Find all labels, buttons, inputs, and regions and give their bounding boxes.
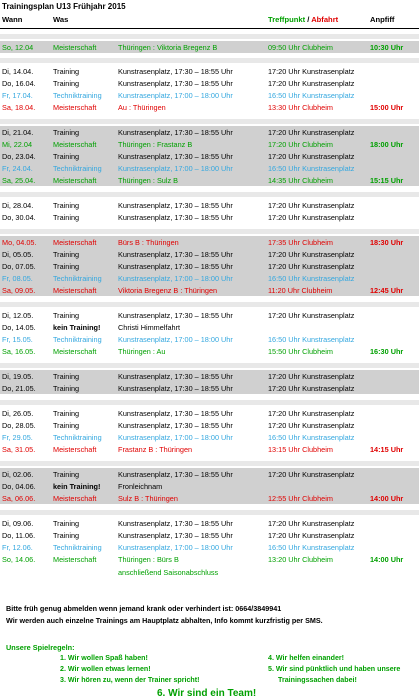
row-anpfiff: 16:30 Uhr xyxy=(370,347,404,356)
table-row xyxy=(0,41,419,53)
row-ort: Kunstrasenplatz, 17:30 – 18:55 Uhr xyxy=(118,262,233,271)
row-anpfiff: 15:00 Uhr xyxy=(370,103,404,112)
final-rule: 6. Wir sind ein Team! xyxy=(157,688,257,699)
group-separator xyxy=(0,461,419,466)
table-row xyxy=(0,65,419,77)
row-date: Sa, 09.05. xyxy=(2,286,36,295)
row-anpfiff: 15:15 Uhr xyxy=(370,176,404,185)
row-treff: 17:20 Uhr Kunstrasenplatz xyxy=(268,384,355,393)
row-date: Fr, 08.05. xyxy=(2,274,33,283)
row-was: Training xyxy=(53,152,80,161)
row-ort: Au : Thüringen xyxy=(118,103,166,112)
table-row xyxy=(0,529,419,541)
header-treffpunkt: Treffpunkt xyxy=(268,15,306,24)
row-was: Training xyxy=(53,519,80,528)
row-date: Sa, 16.05. xyxy=(2,347,36,356)
rule-5: 5. Wir sind pünktlich und haben unsere xyxy=(268,665,401,673)
row-ort: Kunstrasenplatz, 17:00 – 18:00 Uhr xyxy=(118,543,233,552)
row-was: Training xyxy=(53,213,80,222)
row-treff: 17:20 Uhr Kunstrasenplatz xyxy=(268,201,355,210)
row-ort: Kunstrasenplatz, 17:30 – 18:55 Uhr xyxy=(118,250,233,259)
row-ort: Christi Himmelfahrt xyxy=(118,323,181,332)
row-ort: Kunstrasenplatz, 17:00 – 18:00 Uhr xyxy=(118,164,233,173)
table-row xyxy=(0,370,419,382)
row-treff: 12:55 Uhr Clubheim xyxy=(268,494,333,503)
row-was: Training xyxy=(53,409,80,418)
row-ort: Kunstrasenplatz, 17:30 – 18:55 Uhr xyxy=(118,79,233,88)
row-was: Training xyxy=(53,128,80,137)
row-ort: Sulz B : Thüringen xyxy=(118,494,178,503)
row-ort: Fronleichnam xyxy=(118,482,163,491)
row-treff: 17:20 Uhr Kunstrasenplatz xyxy=(268,519,355,528)
row-was: Meisterschaft xyxy=(53,445,97,454)
row-ort: Kunstrasenplatz, 17:00 – 18:00 Uhr xyxy=(118,91,233,100)
group-separator xyxy=(0,119,419,124)
row-ort: Thüringen : Au xyxy=(118,347,166,356)
row-date: Di, 02.06. xyxy=(2,470,34,479)
table-row xyxy=(0,248,419,260)
row-date: Di, 14.04. xyxy=(2,67,34,76)
rule-3: 3. Wir hören zu, wenn der Trainer spricht! xyxy=(60,676,200,684)
group-separator xyxy=(0,510,419,515)
row-treff: 17:20 Uhr Kunstrasenplatz xyxy=(268,213,355,222)
table-row xyxy=(0,284,419,296)
rule-4: 4. Wir helfen einander! xyxy=(268,654,345,662)
row-was: Techniktraining xyxy=(53,543,102,552)
row-ort: Kunstrasenplatz, 17:30 – 18:55 Uhr xyxy=(118,311,233,320)
row-was: kein Training! xyxy=(53,323,101,332)
row-treff: 17:20 Uhr Kunstrasenplatz xyxy=(268,262,355,271)
table-row xyxy=(0,468,419,480)
note-hauptplatz: Wir werden auch einzelne Trainings am Hauptplatz abhalten, Info kommt kurzfristig per SMS. xyxy=(6,616,323,625)
table-row xyxy=(0,443,419,455)
table-row xyxy=(0,309,419,321)
row-was: Training xyxy=(53,531,80,540)
row-date: Di, 05.05. xyxy=(2,250,34,259)
row-ort: Kunstrasenplatz, 17:30 – 18:55 Uhr xyxy=(118,531,233,540)
row-was: Training xyxy=(53,372,80,381)
row-was: kein Training! xyxy=(53,482,101,491)
note-abmelden: Bitte früh genug abmelden wenn jemand krank oder verhindert ist: 0664/3849941 xyxy=(6,604,282,613)
table-row xyxy=(0,77,419,89)
row-was: Meisterschaft xyxy=(53,176,97,185)
row-ort: Thüringen : Frastanz B xyxy=(118,140,193,149)
table-row xyxy=(0,150,419,162)
row-ort: Kunstrasenplatz, 17:00 – 18:00 Uhr xyxy=(118,274,233,283)
row-ort: Kunstrasenplatz, 17:30 – 18:55 Uhr xyxy=(118,409,233,418)
row-treff: 17:35 Uhr Clubheim xyxy=(268,238,333,247)
row-treff: 17:20 Uhr Kunstrasenplatz xyxy=(268,421,355,430)
row-date: So, 12.04 xyxy=(2,43,34,52)
row-treff: 16:50 Uhr Kunstrasenplatz xyxy=(268,543,355,552)
row-date: Di, 26.05. xyxy=(2,409,34,418)
table-row xyxy=(0,89,419,101)
row-date: Do, 16.04. xyxy=(2,79,36,88)
table-row xyxy=(0,211,419,223)
row-date: Sa, 31.05. xyxy=(2,445,36,454)
row-was: Techniktraining xyxy=(53,274,102,283)
group-separator xyxy=(0,34,419,39)
table-row xyxy=(0,126,419,138)
row-ort: Kunstrasenplatz, 17:30 – 18:55 Uhr xyxy=(118,201,233,210)
row-anpfiff: 18:00 Uhr xyxy=(370,140,404,149)
row-date: Do, 28.05. xyxy=(2,421,36,430)
row-anpfiff: 18:30 Uhr xyxy=(370,238,404,247)
row-date: Fr, 12.06. xyxy=(2,543,33,552)
row-date: Fr, 15.05. xyxy=(2,335,33,344)
row-date: Sa, 25.04. xyxy=(2,176,36,185)
group-separator xyxy=(0,229,419,234)
row-was: Training xyxy=(53,384,80,393)
row-anpfiff: 10:30 Uhr xyxy=(370,43,404,52)
row-date: Di, 12.05. xyxy=(2,311,34,320)
row-ort: Kunstrasenplatz, 17:30 – 18:55 Uhr xyxy=(118,213,233,222)
row-treff: 14:35 Uhr Clubheim xyxy=(268,176,333,185)
row-was: Meisterschaft xyxy=(53,140,97,149)
header-rule xyxy=(0,28,419,29)
row-ort: Kunstrasenplatz, 17:30 – 18:55 Uhr xyxy=(118,519,233,528)
rule-1: 1. Wir wollen Spaß haben! xyxy=(60,654,148,662)
page-title: Trainingsplan U13 Frühjahr 2015 xyxy=(2,2,126,11)
row-was: Meisterschaft xyxy=(53,43,97,52)
rule-2: 2. Wir wollen etwas lernen! xyxy=(60,665,151,673)
row-ort: Kunstrasenplatz, 17:30 – 18:55 Uhr xyxy=(118,384,233,393)
row-treff: 17:20 Uhr Kunstrasenplatz xyxy=(268,470,355,479)
row-was: Meisterschaft xyxy=(53,103,97,112)
row-was: Training xyxy=(53,421,80,430)
row-ort: Kunstrasenplatz, 17:30 – 18:55 Uhr xyxy=(118,372,233,381)
group-separator xyxy=(0,58,419,63)
row-treff: 17:20 Uhr Kunstrasenplatz xyxy=(268,128,355,137)
row-was: Techniktraining xyxy=(53,433,102,442)
group-separator xyxy=(0,192,419,197)
header-slash: / xyxy=(305,15,312,24)
row-treff: 11:20 Uhr Clubheim xyxy=(268,286,333,295)
row-date: Di, 09.06. xyxy=(2,519,34,528)
row-ort: Viktoria Bregenz B : Thüringen xyxy=(118,286,218,295)
row-anpfiff: 14:00 Uhr xyxy=(370,494,404,503)
row-was: Techniktraining xyxy=(53,335,102,344)
row-date: Mi, 22.04 xyxy=(2,140,33,149)
table-row xyxy=(0,431,419,443)
row-ort: Thüringen : Bürs B xyxy=(118,555,179,564)
row-was: Training xyxy=(53,250,80,259)
table-row xyxy=(0,101,419,113)
row-treff: 17:20 Uhr Clubheim xyxy=(268,140,333,149)
row-anpfiff: 12:45 Uhr xyxy=(370,286,404,295)
row-date: So, 14.06. xyxy=(2,555,36,564)
header-was: Was xyxy=(53,15,69,24)
row-anpfiff: 14:15 Uhr xyxy=(370,445,404,454)
row-was: Meisterschaft xyxy=(53,555,97,564)
table-row xyxy=(0,174,419,186)
row-was: Techniktraining xyxy=(53,91,102,100)
header-wann: Wann xyxy=(2,15,23,24)
table-row xyxy=(0,162,419,174)
row-treff: 16:50 Uhr Kunstrasenplatz xyxy=(268,335,355,344)
row-was: Training xyxy=(53,67,80,76)
row-treff: 13:15 Uhr Clubheim xyxy=(268,445,333,454)
table-row xyxy=(0,541,419,553)
row-treff: 16:50 Uhr Kunstrasenplatz xyxy=(268,433,355,442)
row-treff: 17:20 Uhr Kunstrasenplatz xyxy=(268,531,355,540)
row-ort: Bürs B : Thüringen xyxy=(118,238,179,247)
row-was: Meisterschaft xyxy=(53,494,97,503)
row-was: Training xyxy=(53,79,80,88)
row-treff: 09:50 Uhr Clubheim xyxy=(268,43,333,52)
row-was: Meisterschaft xyxy=(53,238,97,247)
table-row xyxy=(0,345,419,357)
table-row xyxy=(0,517,419,529)
header-anpfiff: Anpfiff xyxy=(370,15,395,24)
table-row xyxy=(0,236,419,248)
header-treffpunkt-abfahrt xyxy=(268,15,338,24)
row-date: Do, 07.05. xyxy=(2,262,36,271)
table-row xyxy=(0,333,419,345)
row-date: Do, 21.05. xyxy=(2,384,36,393)
row-date: Do, 04.06. xyxy=(2,482,36,491)
group-separator xyxy=(0,400,419,405)
row-ort: Kunstrasenplatz, 17:00 – 18:00 Uhr xyxy=(118,433,233,442)
table-row xyxy=(0,272,419,284)
row-ort: Thüringen : Sulz B xyxy=(118,176,179,185)
row-treff: 16:50 Uhr Kunstrasenplatz xyxy=(268,274,355,283)
rules-title: Unsere Spielregeln: xyxy=(6,643,75,652)
table-row xyxy=(0,480,419,492)
row-treff: 17:20 Uhr Kunstrasenplatz xyxy=(268,311,355,320)
table-row xyxy=(0,260,419,272)
row-ort: Frastanz B : Thüringen xyxy=(118,445,193,454)
row-anpfiff: 14:00 Uhr xyxy=(370,555,404,564)
table-row xyxy=(0,407,419,419)
row-date: Fr, 24.04. xyxy=(2,164,33,173)
row-ort: Thüringen : Viktoria Bregenz B xyxy=(118,43,218,52)
table-row xyxy=(0,492,419,504)
row-treff: 13:30 Uhr Clubheim xyxy=(268,103,333,112)
row-was: Meisterschaft xyxy=(53,286,97,295)
table-row xyxy=(0,199,419,211)
table-row xyxy=(0,419,419,431)
rule-5-cont: Trainingssachen dabei! xyxy=(278,676,357,684)
row-ort: Kunstrasenplatz, 17:00 – 18:00 Uhr xyxy=(118,335,233,344)
row-date: Do, 14.05. xyxy=(2,323,36,332)
row-was: Training xyxy=(53,262,80,271)
table-row xyxy=(0,382,419,394)
row-treff: 17:20 Uhr Kunstrasenplatz xyxy=(268,152,355,161)
table-row xyxy=(0,138,419,150)
table-row xyxy=(0,553,419,565)
row-date: Di, 19.05. xyxy=(2,372,34,381)
row-date: Do, 30.04. xyxy=(2,213,36,222)
row-ort: Kunstrasenplatz, 17:30 – 18:55 Uhr xyxy=(118,470,233,479)
row-treff: 17:20 Uhr Kunstrasenplatz xyxy=(268,409,355,418)
row-was: Training xyxy=(53,311,80,320)
row-treff: 17:20 Uhr Kunstrasenplatz xyxy=(268,67,355,76)
row-date: Do, 23.04. xyxy=(2,152,36,161)
row-treff: 16:50 Uhr Kunstrasenplatz xyxy=(268,91,355,100)
row-treff: 17:20 Uhr Kunstrasenplatz xyxy=(268,79,355,88)
row-ort: Kunstrasenplatz, 17:30 – 18:55 Uhr xyxy=(118,128,233,137)
group-separator xyxy=(0,363,419,368)
row-date: Sa, 06.06. xyxy=(2,494,36,503)
row-was: Meisterschaft xyxy=(53,347,97,356)
row-date: Di, 21.04. xyxy=(2,128,34,137)
row-date: Sa, 18.04. xyxy=(2,103,36,112)
group-separator xyxy=(0,302,419,307)
row-date: Fr, 29.05. xyxy=(2,433,33,442)
row-ort: Kunstrasenplatz, 17:30 – 18:55 Uhr xyxy=(118,152,233,161)
season-end-note: anschließend Saisonabschluss xyxy=(118,568,219,577)
row-was: Techniktraining xyxy=(53,164,102,173)
row-treff: 13:20 Uhr Clubheim xyxy=(268,555,333,564)
row-date: Fr, 17.04. xyxy=(2,91,33,100)
row-treff: 16:50 Uhr Kunstrasenplatz xyxy=(268,164,355,173)
row-was: Training xyxy=(53,470,80,479)
row-date: Di, 28.04. xyxy=(2,201,34,210)
row-was: Training xyxy=(53,201,80,210)
table-row xyxy=(0,321,419,333)
row-ort: Kunstrasenplatz, 17:30 – 18:55 Uhr xyxy=(118,421,233,430)
header-abfahrt: Abfahrt xyxy=(311,15,339,24)
row-treff: 17:20 Uhr Kunstrasenplatz xyxy=(268,250,355,259)
row-treff: 15:50 Uhr Clubheim xyxy=(268,347,333,356)
row-ort: Kunstrasenplatz, 17:30 – 18:55 Uhr xyxy=(118,67,233,76)
row-treff: 17:20 Uhr Kunstrasenplatz xyxy=(268,372,355,381)
row-date: Do, 11.06. xyxy=(2,531,36,540)
row-date: Mo, 04.05. xyxy=(2,238,37,247)
